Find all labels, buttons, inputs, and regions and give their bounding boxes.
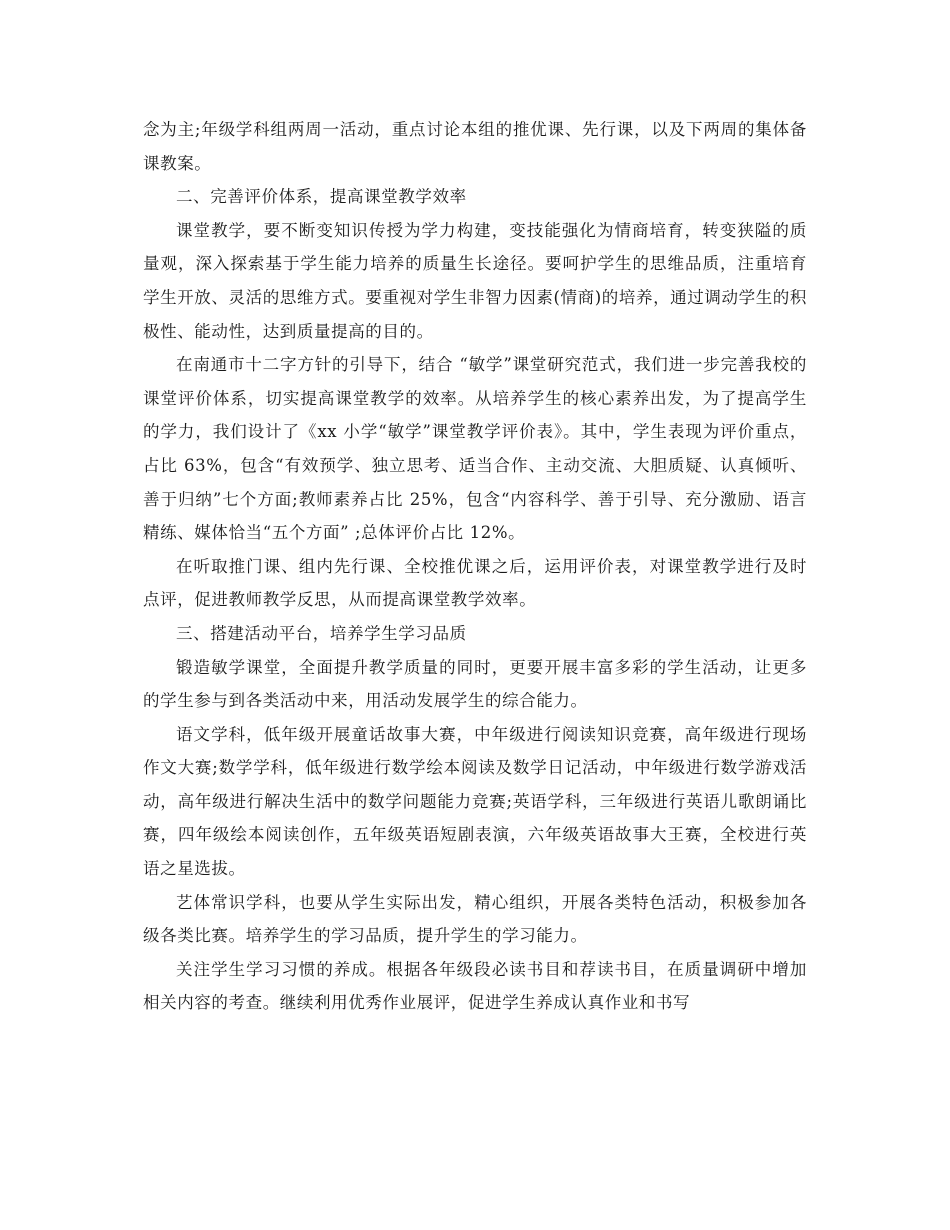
paragraph: 在南通市十二字方针的引导下，结合 “敏学”课堂研究范式，我们进一步完善我校的课堂评价体系，切实提高课堂教学的效率。从培养学生的核心素养出发，为了提高学生的学力，我们设计了《xx 小学“敏学”课堂教学评价表》。其中，学生表现为评价重点，占比 63%，包含“有效预学、独立思考、适当合作、主动交流、大胆质疑、认真倾听、善于归纳”七个方面;教师素养占比 25%，包含“内容科学、善于引导、充分激励、语言精练、媒体恰当“五个方面” ;总体评价占比 12%。: [143, 355, 807, 543]
paragraph: 课堂教学，要不断变知识传授为学力构建，变技能强化为情商培育，转变狭隘的质量观，深入探索基于学生能力培养的质量生长途径。要呵护学生的思维品质，注重培育学生开放、灵活的思维方式。要重视对学生非智力因素(情商)的培养，通过调动学生的积极性、能动性，达到质量提高的目的。: [143, 220, 807, 341]
paragraph: 关注学生学习习惯的养成。根据各年级段必读书目和荐读书目，在质量调研中增加相关内容的考查。继续利用优秀作业展评，促进学生养成认真作业和书写: [143, 959, 807, 1013]
paragraph: 在听取推门课、组内先行课、全校推优课之后，运用评价表，对课堂教学进行及时点评，促进教师教学反思，从而提高课堂教学效率。: [143, 556, 807, 610]
paragraph: 语文学科，低年级开展童话故事大赛，中年级进行阅读知识竞赛，高年级进行现场作文大赛;数学学科，低年级进行数学绘本阅读及数学日记活动，中年级进行数学游戏活动，高年级进行解决生活中的数学问题能力竞赛;英语学科，三年级进行英语儿歌朗诵比赛，四年级绘本阅读创作，五年级英语短剧表演，六年级英语故事大王赛，全校进行英语之星选拔。: [143, 724, 807, 879]
section-heading-3: 三、搭建活动平台，培养学生学习品质: [176, 623, 467, 643]
paragraph: 艺体常识学科，也要从学生实际出发，精心组织，开展各类特色活动，积极参加各级各类比赛。培养学生的学习品质，提升学生的学习能力。: [143, 892, 807, 946]
paragraph: 锻造敏学课堂，全面提升教学质量的同时，更要开展丰富多彩的学生活动，让更多的学生参与到各类活动中来，用活动发展学生的综合能力。: [143, 657, 807, 711]
section-heading-2: 二、完善评价体系，提高课堂教学效率: [176, 187, 467, 207]
paragraph-continuation: 念为主;年级学科组两周一活动，重点讨论本组的推优课、先行课，以及下两周的集体备课教案。: [143, 120, 807, 173]
